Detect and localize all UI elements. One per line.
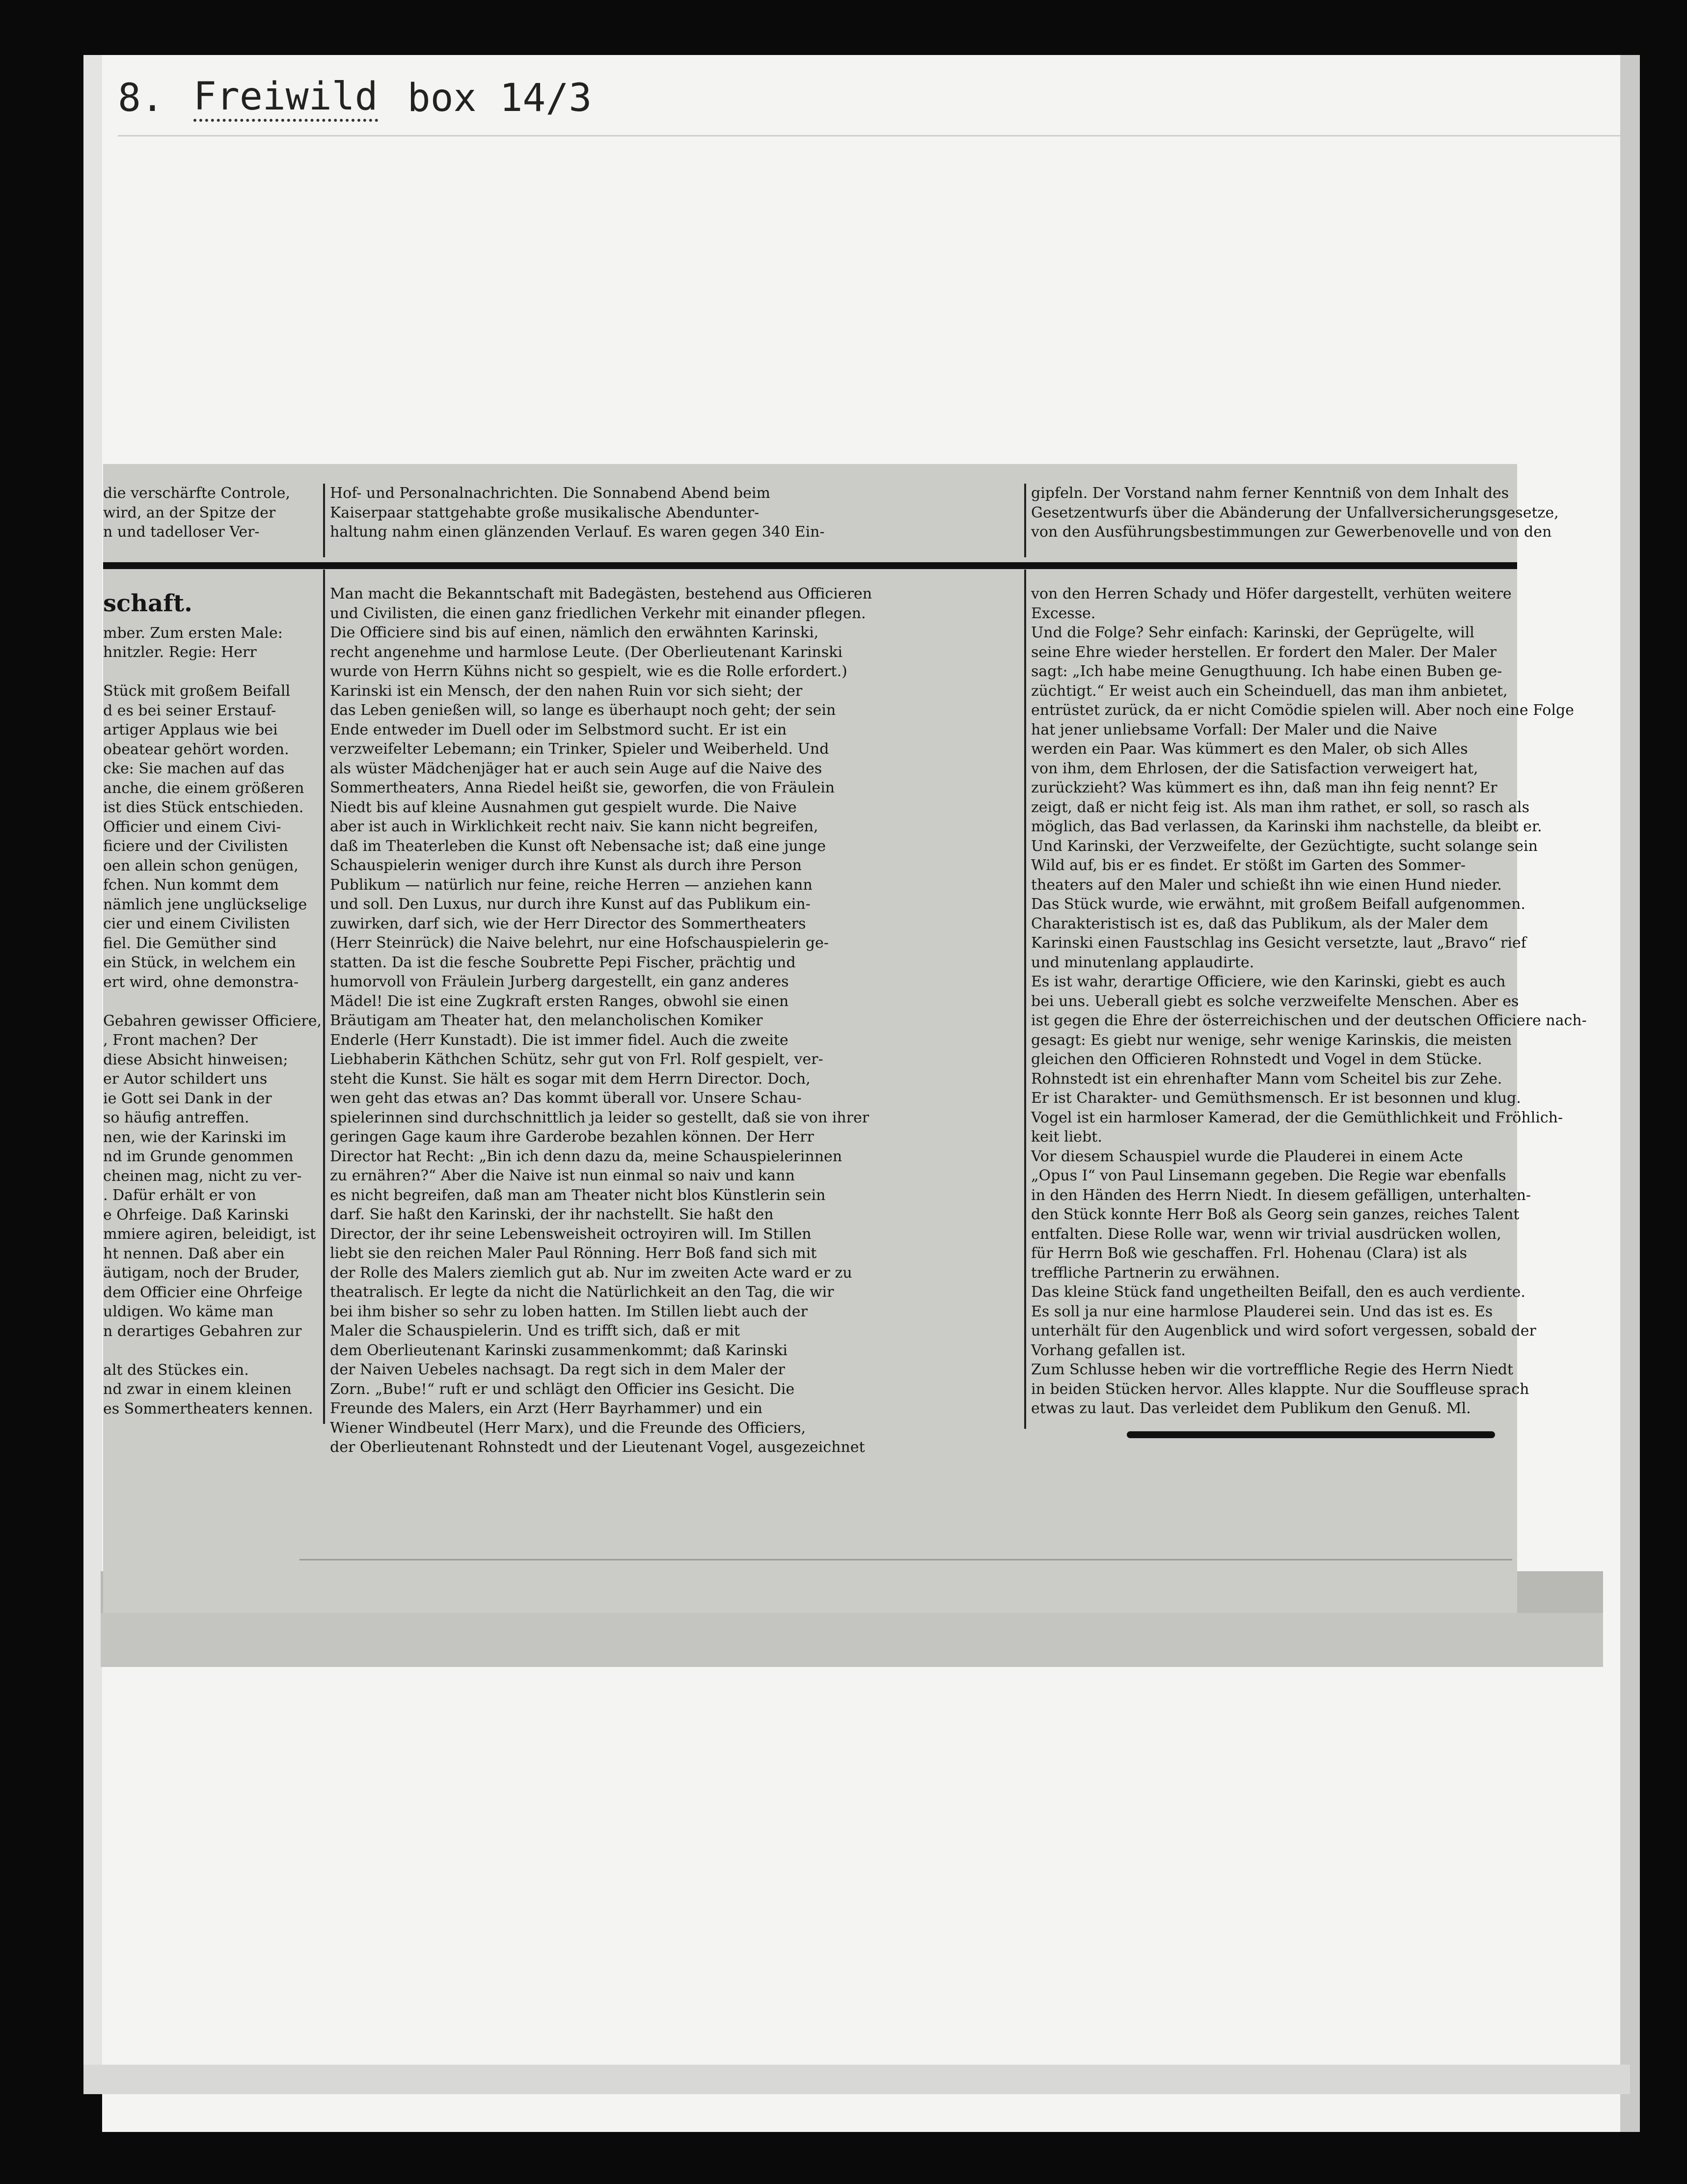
clipping-fold-line [299, 1559, 1512, 1575]
text-line: Das kleine Stück fand ungetheilten Beifall, den es auch verdiente. [1031, 1283, 1525, 1301]
text-line: ht nennen. Daß aber ein [103, 1245, 285, 1262]
text-line: Es ist wahr, derartige Officiere, wie den Karinski, giebt es auch [1031, 973, 1506, 990]
text-line: Officier und einem Civi- [103, 818, 281, 836]
text-line: Vor diesem Schauspiel wurde die Plauderei in einem Acte [1031, 1147, 1463, 1165]
sheet-bottom-edge [83, 2065, 1630, 2094]
text-line: und minutenlang applaudirte. [1031, 954, 1254, 971]
text-line: Vogel ist ein harmloser Kamerad, der die Gemüthlichkeit und Fröhlich- [1031, 1109, 1563, 1126]
text-line: hat jener unliebsame Vorfall: Der Maler und die Naive [1031, 721, 1438, 738]
text-line: Kaiserpaar stattgehabte große musikalische Abendunter- [330, 504, 760, 521]
top-strip-col1 [103, 484, 319, 557]
text-line: ist gegen die Ehre der österreichischen und der deutschen Officiere nach- [1031, 1012, 1587, 1029]
text-line: ist dies Stück entschieden. [103, 799, 304, 816]
text-line: spielerinnen sind durchschnittlich ja leider so gestellt, daß sie von ihrer [330, 1109, 870, 1126]
text-line: Sommertheaters, Anna Riedel heißt sie, geworfen, die von Fräulein [330, 779, 835, 796]
text-line: alt des Stückes ein. [103, 1361, 249, 1379]
text-line: sagt: „Ich habe meine Genugthuung. Ich habe einen Buben ge- [1031, 663, 1502, 680]
text-line: artiger Applaus wie bei [103, 721, 278, 738]
text-line: fchen. Nun kommt dem [103, 876, 279, 894]
text-line: mmiere agiren, beleidigt, ist [103, 1226, 316, 1243]
text-line: bei ihm bisher so sehr zu loben hatten. Im Stillen liebt auch der [330, 1303, 808, 1320]
text-line: , Front machen? Der [103, 1032, 258, 1049]
clipping-shadow-lower [101, 1613, 1603, 1667]
header-box: box 14/3 [407, 76, 592, 120]
text-line: in den Händen des Herrn Niedt. In diesem gefälligen, unterhalten- [1031, 1186, 1531, 1204]
text-line: der Oberlieutenant Rohnstedt und der Lieutenant Vogel, ausgezeichnet [330, 1439, 865, 1456]
header-title: Freiwild [193, 75, 378, 122]
text-line: und soll. Den Luxus, nur durch ihre Kunst auf das Publikum ein- [330, 896, 811, 913]
text-line: humorvoll von Fräulein Jurberg dargestellt, ein ganz anderes [330, 973, 789, 990]
text-line: (Herr Steinrück) die Naive belehrt, nur eine Hofschauspielerin ge- [330, 934, 829, 952]
text-line: den Stück konnte Herr Boß als Georg sein ganzes, reiches Talent [1031, 1206, 1520, 1223]
text-line: theaters auf den Maler und schießt ihn wie einen Hund nieder. [1031, 876, 1502, 894]
text-line: das Leben genießen will, so lange es überhaupt noch geht; der sein [330, 702, 836, 719]
text-line: Das Stück wurde, wie erwähnt, mit großem Beifall aufgenommen. [1031, 896, 1525, 913]
archive-header [118, 69, 592, 128]
text-line: so häufig antreffen. [103, 1109, 249, 1126]
text-line: der Rolle des Malers ziemlich gut ab. Nur im zweiten Acte ward er zu [330, 1264, 852, 1282]
section-rule [103, 562, 1517, 569]
review-column-3 [1031, 584, 1587, 1429]
review-column-1 [103, 579, 322, 1419]
text-line [103, 992, 319, 1011]
text-line: aber ist auch in Wirklichkeit recht naiv. Sie kann nicht begreifen, [330, 818, 818, 835]
text-line: geringen Gage kaum ihre Garderobe bezahlen können. Der Herr [330, 1128, 814, 1146]
text-line: nd im Grunde genommen [103, 1148, 294, 1165]
text-line: oen allein schon genügen, [103, 857, 299, 874]
text-line: n und tadelloser Ver- [103, 523, 260, 541]
text-line: entrüstet zurück, da er nicht Comödie spielen will. Aber noch eine Folge [1031, 702, 1574, 719]
text-line: Niedt bis auf kleine Ausnahmen gut gespielt wurde. Die Naive [330, 798, 797, 816]
text-line: Enderle (Herr Kunstadt). Die ist immer fidel. Auch die zweite [330, 1031, 789, 1049]
text-line: von den Ausführungsbestimmungen zur Gewerbenovelle und von den [1031, 523, 1552, 541]
text-line: obeatear gehört worden. [103, 740, 289, 758]
text-line: liebt sie den reichen Maler Paul Rönning. Herr Boß fand sich mit [330, 1245, 817, 1262]
text-line: Zorn. „Bube!“ ruft er und schlägt den Officier ins Gesicht. Die [330, 1380, 795, 1398]
text-line: hnitzler. Regie: Herr [103, 644, 257, 661]
text-line: unterhält für den Augenblick und wird sofort vergessen, sobald der [1031, 1322, 1536, 1339]
text-line: cier und einem Civilisten [103, 915, 290, 932]
text-line: zeigt, daß er nicht feig ist. Als man ihm rathet, er soll, so rasch als [1031, 798, 1529, 816]
text-line: dem Oberlieutenant Karinski zusammenkommt; daß Karinski [330, 1341, 788, 1359]
review-column-2 [330, 584, 1017, 1456]
text-line: verzweifelter Lebemann; ein Trinker, Spieler und Weiberheld. Und [330, 740, 829, 758]
text-line: nd zwar in einem kleinen [103, 1381, 292, 1398]
text-line: wurde von Herrn Kühns nicht so gespielt, wie es die Rolle erfordert.) [330, 663, 847, 680]
text-line: wen geht das etwas an? Das kommt überall vor. Unsere Schau- [330, 1090, 802, 1107]
top-strip-col3 [1031, 484, 1559, 557]
text-line: theatralisch. Er legte da nicht die Natürlichkeit an den Tag, die wir [330, 1283, 834, 1301]
text-line: Zum Schlusse heben wir die vortreffliche Regie des Herrn Niedt [1031, 1361, 1514, 1378]
text-line: bei uns. Ueberall giebt es solche verzweifelte Menschen. Aber es [1031, 992, 1519, 1010]
text-line: werden ein Paar. Was kümmert es den Maler, ob sich Alles [1031, 740, 1468, 758]
end-rule [1127, 1431, 1495, 1438]
text-line: zuwirken, darf sich, wie der Herr Director des Sommertheaters [330, 915, 806, 932]
text-line: Rohnstedt ist ein ehrenhafter Mann vom Scheitel bis zur Zehe. [1031, 1070, 1502, 1088]
text-line: von ihm, dem Ehrlosen, der die Satisfaction verweigert hat, [1031, 760, 1478, 777]
text-line: Liebhaberin Käthchen Schütz, sehr gut von Frl. Rolf gespielt, ver- [330, 1051, 823, 1068]
column-separator [323, 570, 325, 1424]
text-line: recht angenehme und harmlose Leute. (Der Oberlieutenant Karinski [330, 643, 843, 661]
review-heading: schaft. [103, 590, 192, 617]
text-line: anche, die einem größeren [103, 779, 304, 797]
text-line: gipfeln. Der Vorstand nahm ferner Kenntniß von dem Inhalt des [1031, 485, 1509, 502]
text-line [103, 662, 319, 682]
text-line: fiel. Die Gemüther sind [103, 934, 277, 952]
text-line: gleichen den Officieren Rohnstedt und Vogel in dem Stücke. [1031, 1051, 1482, 1068]
text-line: als wüster Mädchenjäger hat er auch sein Auge auf die Naive des [330, 760, 822, 777]
text-line: Karinski ist ein Mensch, der den nahen Ruin vor sich sieht; der [330, 682, 803, 700]
text-line: cheinen mag, nicht zu ver- [103, 1167, 302, 1185]
text-line: mber. Zum ersten Male: [103, 624, 283, 642]
text-line: Charakteristisch ist es, daß das Publikum, als der Maler dem [1031, 915, 1489, 932]
text-line: wird, an der Spitze der [103, 504, 276, 521]
text-line: darf. Sie haßt den Karinski, der ihr nachstellt. Sie haßt den [330, 1206, 774, 1223]
text-line: cke: Sie machen auf das [103, 760, 285, 777]
text-line: für Herrn Boß wie geschaffen. Frl. Hohenau (Clara) ist als [1031, 1245, 1468, 1262]
text-line: Director hat Recht: „Bin ich denn dazu da, meine Schauspielerinnen [330, 1147, 843, 1165]
text-line: n derartiges Gebahren zur [103, 1322, 302, 1340]
text-line: Wild auf, bis er es findet. Er stößt im Garten des Sommer- [1031, 857, 1466, 874]
text-line: in beiden Stücken hervor. Alles klappte. Nur die Souffleuse sprach [1031, 1380, 1529, 1398]
text-line: Hof- und Personalnachrichten. Die Sonnabend Abend beim [330, 485, 770, 502]
text-line: gesagt: Es giebt nur wenige, sehr wenige Karinskis, die meisten [1031, 1031, 1512, 1049]
text-line: züchtigt.“ Er weist auch ein Scheinduell, das man ihm anbietet, [1031, 682, 1508, 700]
text-line: Gebahren gewisser Officiere, [103, 1012, 322, 1030]
text-line: Gesetzentwurfs über die Abänderung der Unfallversicherungsgesetze, [1031, 504, 1559, 521]
text-line: Freunde des Malers, ein Arzt (Herr Bayrhammer) und ein [330, 1400, 762, 1417]
text-line: von den Herren Schady und Höfer dargestellt, verhüten weitere [1031, 585, 1512, 602]
text-line: d es bei seiner Erstauf- [103, 702, 276, 719]
top-column-separator [1024, 484, 1026, 557]
text-line: seine Ehre wieder herstellen. Er fordert den Maler. Der Maler [1031, 643, 1497, 661]
text-line: äutigam, noch der Bruder, [103, 1264, 300, 1282]
text-line: entfalten. Diese Rolle war, wenn wir trivial ausdrücken wollen, [1031, 1225, 1501, 1243]
text-line: „Opus I“ von Paul Linsemann gegeben. Die Regie war ebenfalls [1031, 1167, 1506, 1184]
text-line: Schauspielerin weniger durch ihre Kunst als durch ihre Person [330, 857, 802, 874]
text-line: ie Gott sei Dank in der [103, 1090, 272, 1107]
text-line: und Civilisten, die einen ganz friedlichen Verkehr mit einander pflegen. [330, 604, 866, 622]
text-line: nen, wie der Karinski im [103, 1128, 287, 1146]
top-column-separator [323, 484, 325, 557]
text-line: Ende entweder im Duell oder im Selbstmord sucht. Er ist ein [330, 721, 787, 738]
text-line: Bräutigam am Theater hat, den melancholischen Komiker [330, 1012, 763, 1029]
text-line: zu ernähren?“ Aber die Naive ist nun einmal so naiv und kann [330, 1167, 795, 1184]
text-line: Director, der ihr seine Lebensweisheit octroyiren will. Im Stillen [330, 1225, 812, 1243]
text-line: Karinski einen Faustschlag ins Gesicht versetzte, laut „Bravo“ rief [1031, 934, 1526, 952]
text-line: es Sommertheaters kennen. [103, 1400, 313, 1418]
text-line: Und Karinski, der Verzweifelte, der Gezüchtigte, sucht solange sein [1031, 837, 1538, 855]
text-line: statten. Da ist die fesche Soubrette Pepi Fischer, prächtig und [330, 954, 796, 971]
text-line: Und die Folge? Sehr einfach: Karinski, der Geprügelte, will [1031, 624, 1474, 641]
text-line: die verschärfte Controle, [103, 485, 291, 502]
text-line: diese Absicht hinweisen; [103, 1051, 288, 1068]
text-line: dem Officier eine Ohrfeige [103, 1283, 303, 1301]
text-line: treffliche Partnerin zu erwähnen. [1031, 1264, 1280, 1282]
text-line: ficiere und der Civilisten [103, 838, 288, 855]
text-line: Mädel! Die ist eine Zugkraft ersten Ranges, obwohl sie einen [330, 992, 789, 1010]
text-line: es nicht begreifen, daß man am Theater nicht blos Künstlerin sein [330, 1186, 826, 1204]
text-line: Er ist Charakter- und Gemüthsmensch. Er ist besonnen und klug. [1031, 1090, 1521, 1107]
text-line: ein Stück, in welchem ein [103, 954, 296, 971]
text-line: er Autor schildert uns [103, 1070, 268, 1088]
text-line: Stück mit großem Beifall [103, 682, 291, 700]
newspaper-clipping [103, 464, 1587, 1613]
text-line: uldigen. Wo käme man [103, 1303, 273, 1320]
text-line: Vorhang gefallen ist. [1031, 1341, 1186, 1359]
text-line: Excesse. [1031, 604, 1096, 622]
text-line: daß im Theaterleben die Kunst oft Nebensache ist; daß eine junge [330, 837, 826, 855]
text-line: e Ohrfeige. Daß Karinski [103, 1206, 289, 1224]
column-separator [1024, 570, 1026, 1429]
text-line: Publikum — natürlich nur feine, reiche Herren — anziehen kann [330, 876, 813, 894]
text-line: . Dafür erhält er von [103, 1187, 256, 1204]
text-line [103, 1341, 319, 1361]
top-strip-col2 [330, 484, 1017, 557]
text-line: nämlich jene unglückselige [103, 896, 307, 913]
text-line: Es soll ja nur eine harmlose Plauderei sein. Und das ist es. Es [1031, 1303, 1493, 1320]
text-line: zurückzieht? Was kümmert es ihn, daß man ihn feig nennt? Er [1031, 779, 1497, 796]
header-number: 8. [118, 76, 164, 120]
sheet-right-edge [1620, 55, 1640, 2132]
text-line: ert wird, ohne demonstra- [103, 973, 299, 991]
text-line: Maler die Schauspielerin. Und es trifft sich, daß er mit [330, 1322, 740, 1339]
header-rule [118, 135, 1620, 136]
text-line: Wiener Windbeutel (Herr Marx), und die Freunde des Officiers, [330, 1419, 806, 1437]
text-line: keit liebt. [1031, 1128, 1102, 1146]
text-line: möglich, das Bad verlassen, da Karinski ihm nachstelle, da bleibt er. [1031, 818, 1542, 835]
text-line: steht die Kunst. Sie hält es sogar mit dem Herrn Director. Doch, [330, 1070, 811, 1088]
text-line: etwas zu laut. Das verleidet dem Publikum den Genuß. Ml. [1031, 1400, 1471, 1417]
text-line: Die Officiere sind bis auf einen, nämlich den erwähnten Karinski, [330, 624, 819, 641]
text-line: Man macht die Bekanntschaft mit Badegästen, bestehend aus Officieren [330, 585, 872, 602]
text-line: der Naiven Uebeles nachsagt. Da regt sich in dem Maler der [330, 1361, 785, 1378]
text-line: haltung nahm einen glänzenden Verlauf. Es waren gegen 340 Ein- [330, 523, 825, 541]
